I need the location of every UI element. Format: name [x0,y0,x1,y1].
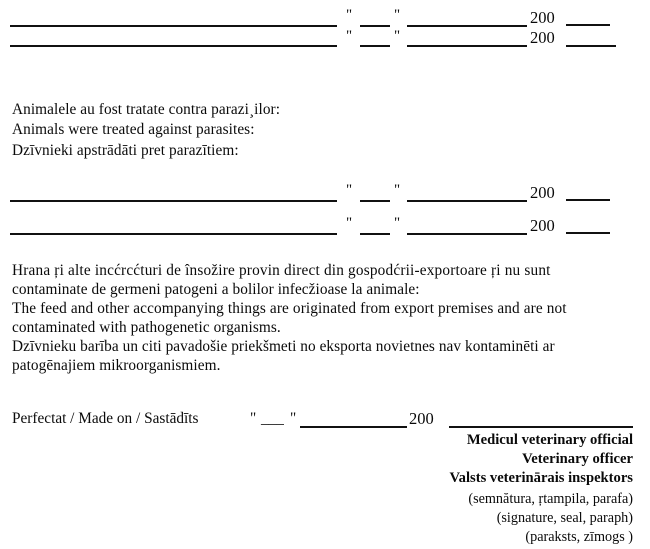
year-prefix: 200 [530,216,555,235]
parasite-line-romanian: Animalele au fost tratate contra parazi¸ilor: [12,101,281,118]
year-prefix: 200 [530,28,555,47]
day-quote-open: " [346,182,353,198]
made-on-quote-close: " [290,410,297,427]
month-rule [407,45,527,47]
feed-line-romanian-1: Hrana ŗi alte incćrcćturi de însožire provin direct din gospodćrii-exportoare ŗi nu sunt [12,262,551,279]
officer-title-romanian: Medicul veterinary official [466,432,633,448]
day-rule [360,45,390,47]
feed-line-english-1: The feed and other accompanying things are originated from export premises and are not [12,300,567,317]
day-quote-close: " [394,182,401,198]
feed-line-romanian-2: contaminate de germeni patogeni a bolilor infecžioase la animale: [12,281,420,298]
signature-rule-left [10,25,337,27]
day-rule [360,25,390,27]
made-on-label: Perfectat / Made on / Sastādīts [12,410,199,427]
signature-caption-romanian: (semnătura, ŗtampila, parafa) [468,491,633,507]
made-on-year-prefix: 200 [409,409,434,428]
day-quote-close: " [394,28,401,44]
day-quote-close: " [394,7,401,23]
made-on-day-blank: ___ [261,410,284,427]
made-on-quote-open: " [250,410,257,427]
signature-caption-latvian: (paraksts, zīmogs ) [525,529,633,545]
signature-rule-left [10,200,337,202]
made-on-month-rule [300,426,407,428]
feed-line-english-2: contaminated with pathogenetic organisms. [12,319,281,336]
parasite-line-english: Animals were treated against parasites: [12,121,255,138]
day-quote-open: " [346,7,353,23]
signature-rule-left [10,233,337,235]
year-rule [566,45,616,47]
signature-caption-english: (signature, seal, paraph) [496,510,633,526]
month-rule [407,200,527,202]
month-rule [407,233,527,235]
signature-rule-left [10,45,337,47]
day-quote-close: " [394,215,401,231]
feed-line-latvian-1: Dzīvnieku barība un citi pavadošie priekšmeti no eksporta novietnes nav kontaminēti ar [12,338,555,355]
officer-signature-rule [449,426,633,428]
officer-title-english: Veterinary officer [522,451,633,467]
day-quote-open: " [346,28,353,44]
year-rule [566,232,610,234]
day-quote-open: " [346,215,353,231]
day-rule [360,233,390,235]
officer-title-latvian: Valsts veterinārais inspektors [449,470,633,486]
day-rule [360,200,390,202]
year-prefix: 200 [530,183,555,202]
parasite-line-latvian: Dzīvnieki apstrādāti pret parazītiem: [12,142,239,159]
year-rule [566,24,610,26]
feed-line-latvian-2: patogēnajiem mikroorganismiem. [12,357,221,374]
year-rule [566,199,610,201]
month-rule [407,25,527,27]
year-prefix: 200 [530,8,555,27]
